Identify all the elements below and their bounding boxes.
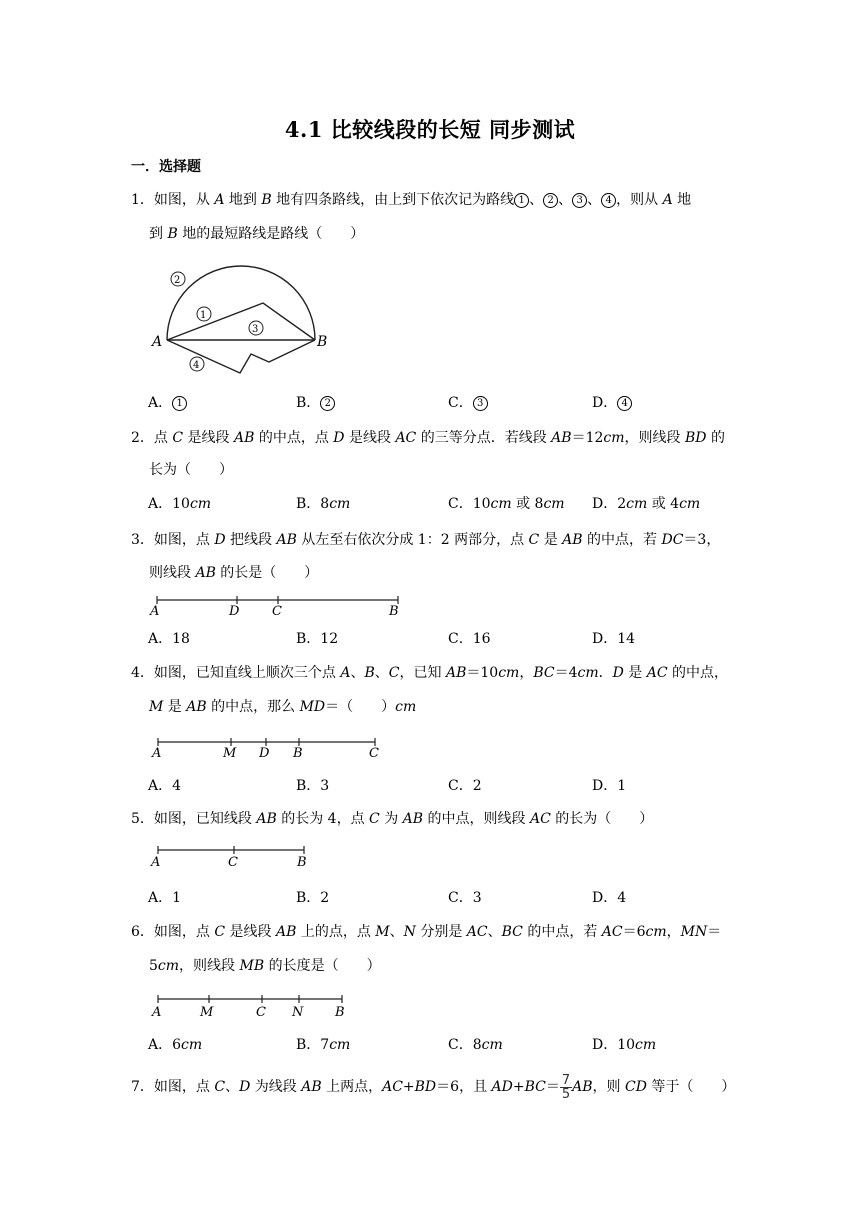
q4-label-d: D [259,746,270,761]
q3-label-d: D [229,604,240,619]
q6-option-d[interactable]: D．10cm [592,1037,657,1053]
q6-label-c: C [256,1005,266,1020]
route-1-path [167,303,315,340]
q6-label-a: A [152,1005,162,1020]
q2-option-a[interactable]: A．10cm [148,496,212,512]
question-4-line-1: 4．如图，已知直线上顺次三个点 A、B、C，已知 AB＝10cm，BC＝4cm．D 是 AC 的中点， [131,665,729,681]
question-1-line-2: 到 B 地的最短路线是路线（ ） [149,226,365,242]
q1-option-d[interactable]: D． 4 [592,393,632,413]
point-a-label: A [152,334,163,350]
question-2-line-2: 长为（ ） [149,462,233,478]
q4-label-b: B [293,746,303,761]
page-title: 4.1 比较线段的长短 同步测试 [284,117,576,142]
route-4-marker: 4 [601,193,616,208]
route-3-marker: 3 [572,193,587,208]
q1-option-c[interactable]: C． 3 [448,393,488,413]
q3-option-a[interactable]: A．18 [148,631,190,647]
route-1-marker: 1 [514,193,529,208]
q3-segment-figure [148,594,408,620]
q5-segment-figure [148,842,318,870]
section-heading: 一．选择题 [131,159,201,175]
question-2-line-1: 2．点 C 是线段 AB 的中点，点 D 是线段 AC 的三等分点．若线段 AB＝12cm，则线段 BD 的 [131,430,725,446]
route-3-label: 3 [252,324,259,335]
q1-option-a[interactable]: A． 1 [148,393,187,413]
q5-option-c[interactable]: C．3 [448,890,482,906]
q4-option-b[interactable]: B．3 [296,778,330,794]
q3-label-b: B [389,604,399,619]
q4-option-c[interactable]: C．2 [448,778,482,794]
q1-option-b[interactable]: B． 2 [296,393,335,413]
route-2-arc [167,266,315,340]
q3-option-b[interactable]: B．12 [296,631,339,647]
route-4-path [167,340,315,373]
q4-option-d[interactable]: D．1 [592,778,627,794]
q5-option-d[interactable]: D．4 [592,890,627,906]
question-6-line-1: 6．如图，点 C 是线段 AB 上的点，点 M、N 分别是 AC、BC 的中点，若 AC＝6cm，MN＝ [131,924,722,940]
question-4-line-2: M 是 AB 的中点，那么 MD＝（ ）cm [149,699,417,715]
q6-segment-figure [148,990,358,1020]
q4-segment-figure [148,733,388,761]
q5-label-c: C [228,855,238,870]
q6-label-n: N [292,1005,304,1020]
q3-option-d[interactable]: D．14 [592,631,636,647]
question-7-line-1: 7．如图，点 C、D 为线段 AB 上两点，AC+BD＝6，且 AD+BC＝ $\frac{7}{5}$ AB，则 CD 等于（ ） [131,1072,736,1102]
q5-label-a: A [151,855,161,870]
q3-label-a: A [150,604,160,619]
q6-option-c[interactable]: C．8cm [448,1037,503,1053]
question-3-line-2: 则线段 AB 的长是（ ） [149,565,319,581]
q5-option-a[interactable]: A．1 [148,890,182,906]
question-1-line-1: 1．如图，从 A 地到 B 地有四条路线，由上到下依次记为路线 1 、 2 、 3 、 4 ，则从 A 地 [131,192,692,208]
question-6-line-2: 5cm，则线段 MB 的长度是（ ） [149,958,381,974]
route-2-marker: 2 [543,193,558,208]
question-5-line-1: 5．如图，已知线段 AB 的长为 4，点 C 为 AB 的中点，则线段 AC 的长为（ ） [131,811,654,827]
fraction-seven-fifths: $\frac{7}{5}$ [561,1072,571,1102]
q2-option-d[interactable]: D．2cm 或 4cm [592,496,701,512]
q2-option-b[interactable]: B．8cm [296,496,351,512]
q5-label-b: B [297,855,307,870]
route-2-label: 2 [174,275,181,286]
q2-option-c[interactable]: C．10cm 或 8cm [448,496,565,512]
q3-option-c[interactable]: C．16 [448,631,491,647]
q6-label-b: B [335,1005,345,1020]
q4-option-a[interactable]: A．4 [148,778,182,794]
q6-label-m: M [200,1005,214,1020]
route-figure [145,258,345,382]
q3-label-c: C [272,604,282,619]
q6-option-b[interactable]: B．7cm [296,1037,351,1053]
route-4-label: 4 [193,360,200,371]
q6-option-a[interactable]: A．6cm [148,1037,203,1053]
question-3-line-1: 3．如图，点 D 把线段 AB 从左至右依次分成 1：2 两部分，点 C 是 AB 的中点，若 DC＝3， [131,532,721,548]
q5-option-b[interactable]: B．2 [296,890,330,906]
point-b-label: B [317,334,328,350]
q4-label-c: C [369,746,379,761]
route-1-label: 1 [200,310,207,321]
q4-label-m: M [223,746,237,761]
q4-label-a: A [152,746,162,761]
